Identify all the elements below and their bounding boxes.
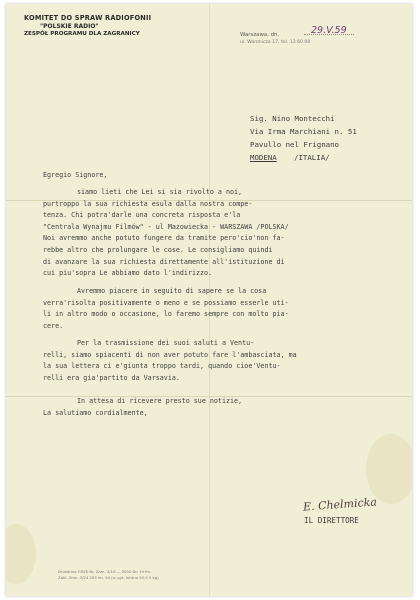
text-line: relli era gia'partito da Varsavia. [43,373,180,382]
text-line: Noi avremmo anche potuto fungere da tramite pero'cio'non fa- [43,234,285,243]
text-line: Avremmo piacere in seguito di sapere se la cosa [77,287,267,295]
letterhead-org: KOMITET DO SPRAW RADIOFONII [24,14,152,22]
letter-page [6,4,412,596]
recipient-city: MODENA [250,153,277,162]
greeting: Egregio Signore, [43,171,108,179]
text-line: relli, siamo spiacenti di non aver potuto fare l'ambasciata, ma [43,350,297,359]
text-line: di avanzare la sua richiesta direttamente all'istituzione di [43,257,285,266]
paragraph-3 [43,338,393,384]
text-line: cui piu'sopra Le abbiamo dato l'indirizzo. [43,269,213,278]
paragraph-1 [43,187,393,280]
recipient-city-line [250,151,357,164]
place-label: Warszawa, dn. [240,32,280,38]
text-line: la sua lettera ci e'giunta troppo tardi, quando cioe'Ventu- [43,362,281,371]
text-line: rebbe altro che prolungare le cose. Le consigliamo quindi [43,245,273,254]
paper-stain [6,524,36,584]
handwritten-signature: E. Chelmicka [302,495,378,514]
signatory-title: IL DIRETTORE [304,516,359,525]
text-line: li in altro modo o occasione, lo faremo sempre con molto pia- [43,310,289,319]
text-line: siamo lieti che Lei si sia rivolto a noi, [77,188,243,196]
sender-address: ul. Woronicza 17, tel. 13 60 00 [240,40,311,45]
letterhead-dept: ZESPÓŁ PROGRAMU DLA ZAGRANICY [24,31,140,37]
handwritten-date: 29.V.59 [311,25,347,36]
recipient-line: Via Irma Marchiani n. 51 [250,127,357,136]
text-line: In attesa di ricevere presto sue notizie, [77,397,243,405]
paper-stain [366,434,412,504]
recipient-line: Sig. Nino Montecchi [250,114,335,123]
text-line: tenza. Chi potra'darle una concreta risposta e'la [43,211,241,220]
letterhead [24,14,151,37]
paragraph-4 [43,396,393,419]
text-line: cere. [43,321,64,330]
printer-footer [58,569,159,581]
letterhead-sub: "POLSKIE RADIO" [40,23,99,30]
text-line: verra'risolta positivamente o meno e se possiamo esserle uti- [43,298,289,307]
footer-line: Drukarnia CRZS Nr. Zam. 4/19 — 5000 Dn 19 fm. [58,569,152,574]
text-line: "Centrala Wynajmu Filmów" - ul Mazowiecka - WARSZAWA /POLSKA/ [43,222,289,231]
footer-line: Zakł. Zmn. 3/24 253 lm. 94 (o: pyt. lentno 93,5 5 kg) [58,575,159,580]
recipient-line: Pavullo nel Frignano [250,140,339,149]
text-line: Per la trasmissione dei suoi saluti a Ventu- [77,339,255,347]
paragraph-2 [43,286,393,332]
text-line: purtroppo la sua richiesta esula dalla nostra compe- [43,199,253,208]
recipient-country: /ITALIA/ [294,153,330,162]
recipient-block [250,112,357,164]
closing: La salutiamo cordialmente, [43,408,148,417]
